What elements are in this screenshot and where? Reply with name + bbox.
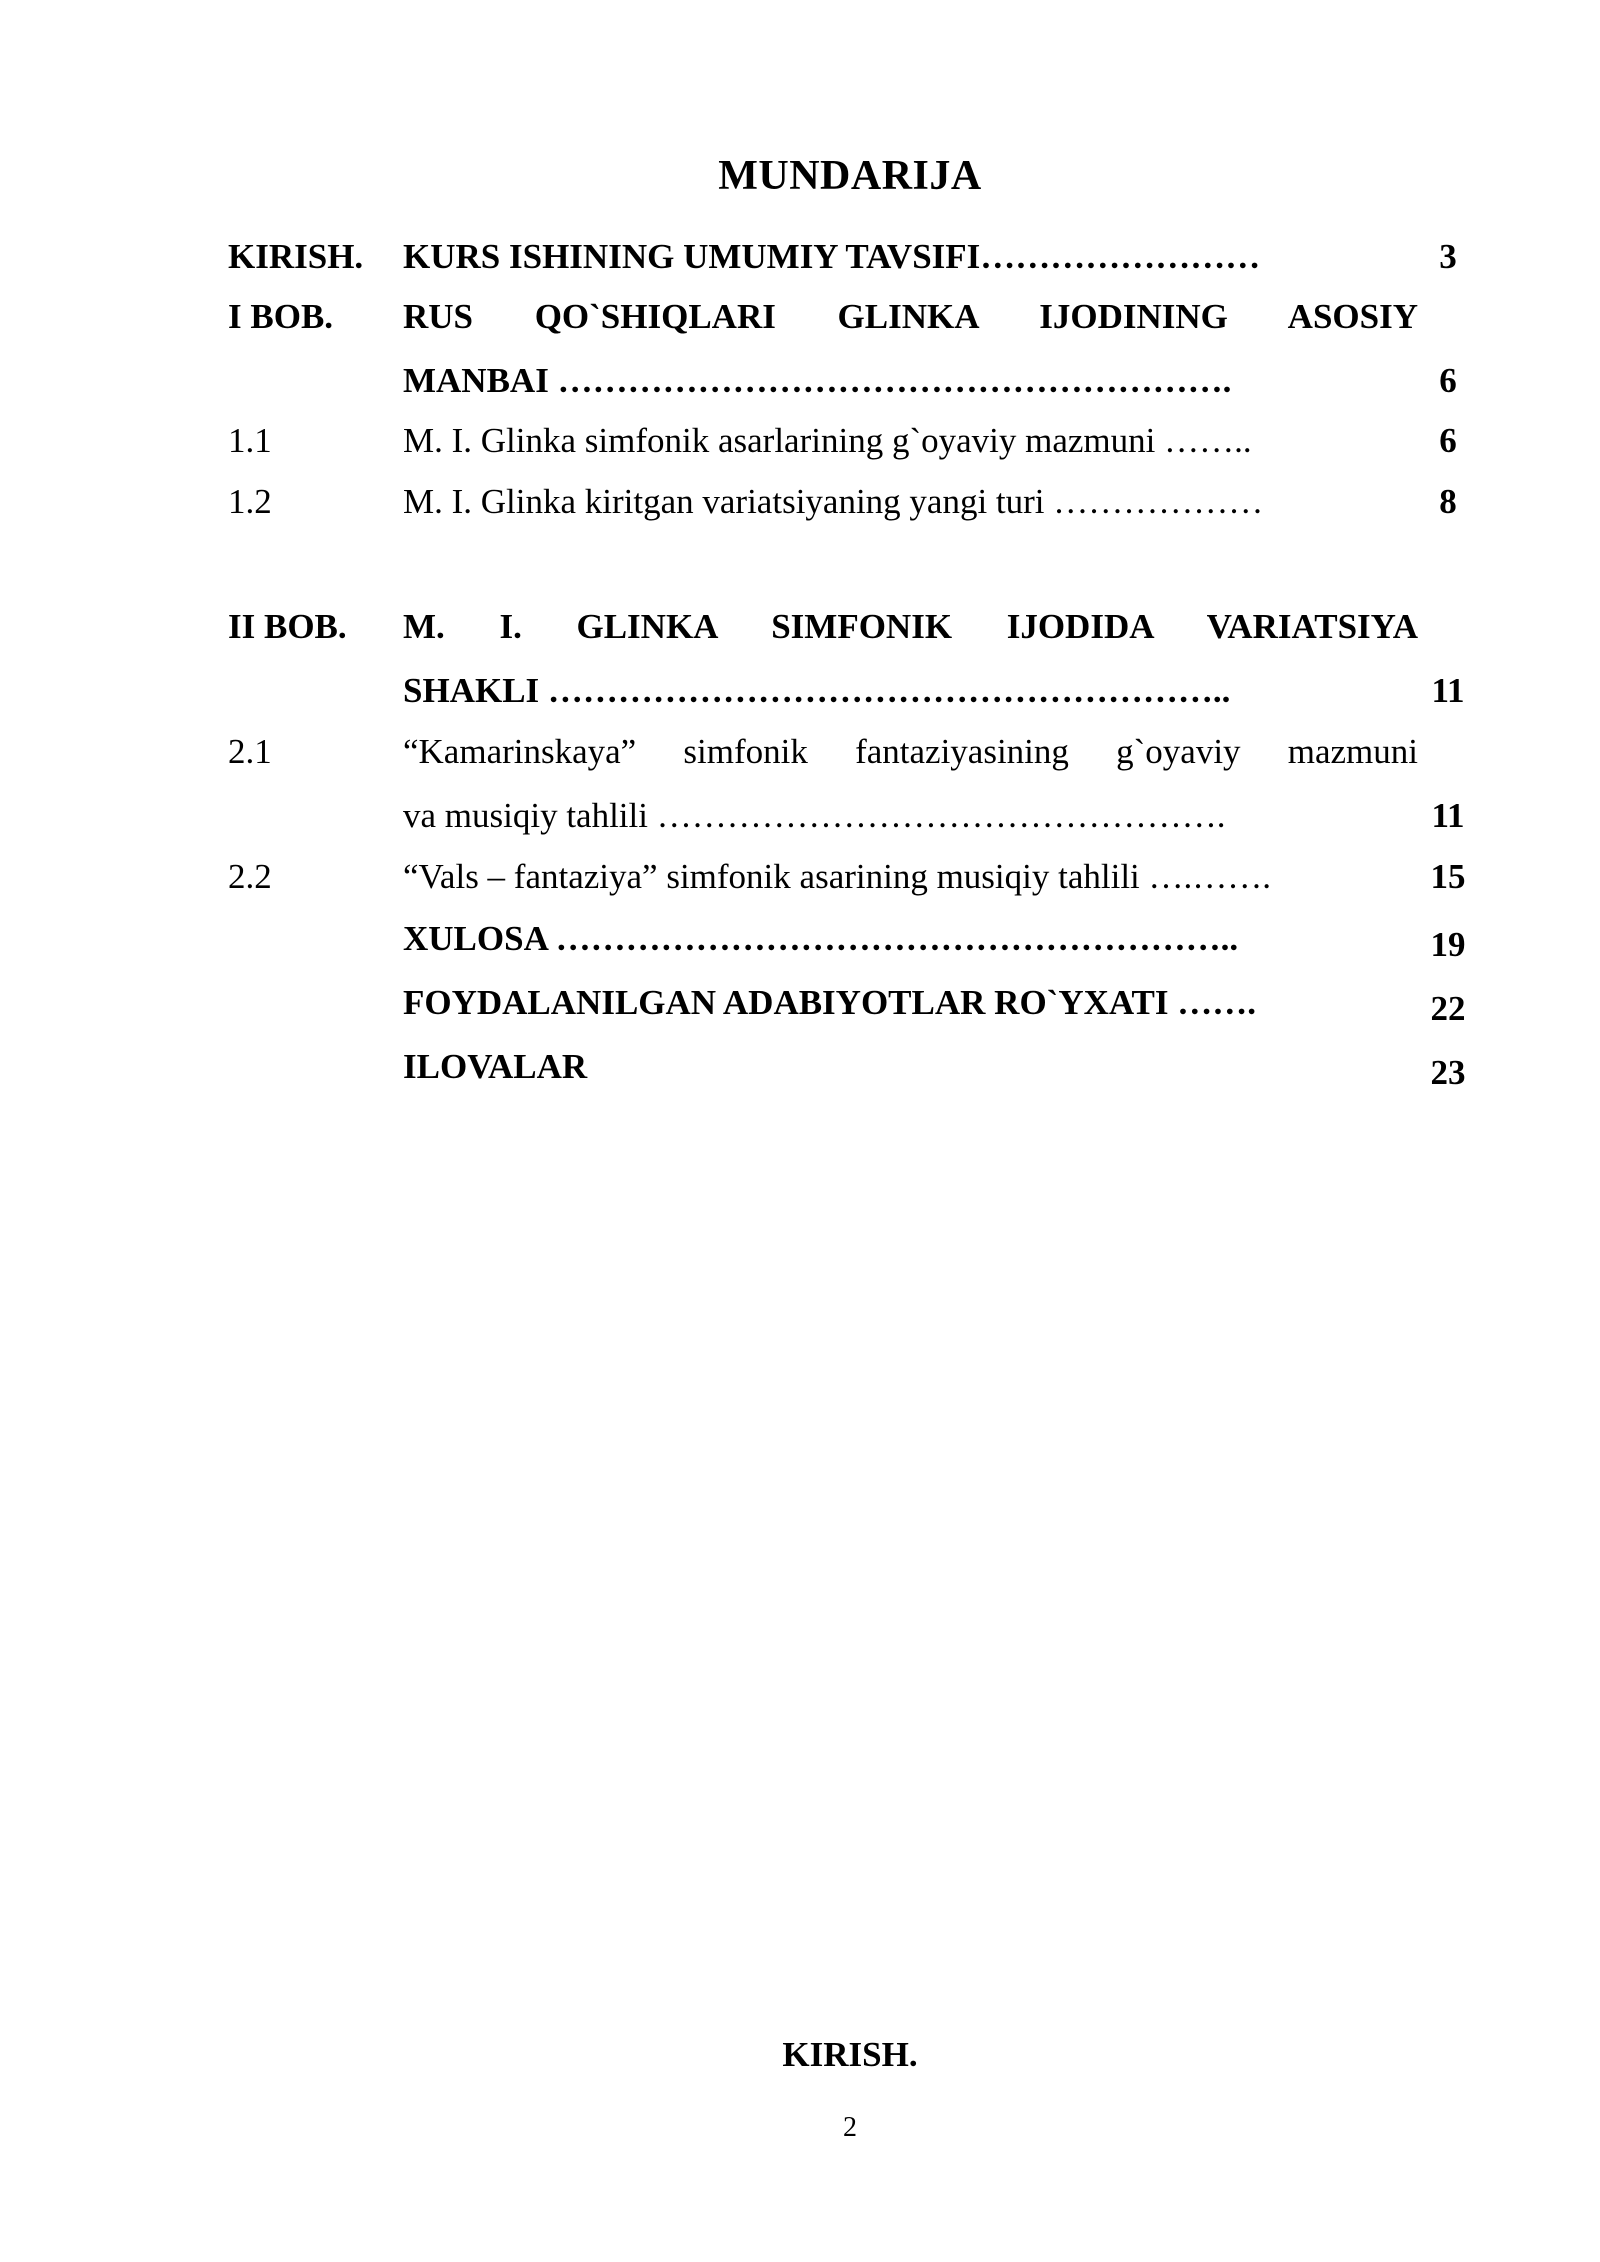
toc-entry-page: 11: [1431, 796, 1465, 835]
toc-entry-title-continued: va musiqiy tahlili ………………………………………….: [403, 796, 1226, 835]
toc-entry-title: M. I. GLINKA SIMFONIK IJODIDA VARIATSIYA: [403, 607, 1418, 646]
toc-entry-title-continued: SHAKLI …………………………………………………..: [403, 671, 1231, 710]
page-number: 2: [843, 2112, 857, 2143]
toc-entry-number: 1.1: [228, 421, 272, 460]
toc-entry-title: RUS QO`SHIQLARI GLINKA IJODINING ASOSIY: [403, 297, 1418, 336]
toc-entry-title: XULOSA …………………………………………………..: [403, 919, 1239, 958]
section-heading-kirish: KIRISH.: [782, 2035, 918, 2074]
toc-entry-title: ILOVALAR: [403, 1047, 588, 1086]
toc-entry-title: “Vals – fantaziya” simfonik asarining musiqiy tahlili ….…….: [403, 857, 1272, 896]
toc-entry-page: 3: [1439, 237, 1457, 276]
page-title: MUNDARIJA: [718, 153, 982, 199]
toc-entry-page: 22: [1430, 989, 1466, 1028]
toc-entry-title: FOYDALANILGAN ADABIYOTLAR RO`YXATI …….: [403, 983, 1257, 1022]
toc-entry-number: I BOB.: [228, 297, 334, 336]
toc-entry-page: 19: [1430, 925, 1466, 964]
toc-entry-number: 1.2: [228, 482, 272, 521]
toc-entry-number: KIRISH.: [228, 237, 364, 276]
toc-entry-page: 15: [1430, 857, 1466, 896]
toc-entry-number: II BOB.: [228, 607, 347, 646]
toc-entry-title: “Kamarinskaya” simfonik fantaziyasining g`oyaviy mazmuni: [403, 732, 1418, 771]
toc-entry-title: M. I. Glinka simfonik asarlarining g`oyaviy mazmuni ……..: [403, 421, 1252, 460]
toc-entry-page: 6: [1439, 361, 1457, 400]
toc-entry-title: M. I. Glinka kiritgan variatsiyaning yangi turi ………………: [403, 482, 1264, 521]
toc-entry-title-continued: MANBAI ………………………………………………….: [403, 361, 1232, 400]
toc-entry-number: 2.2: [228, 857, 272, 896]
toc-entry-page: 23: [1430, 1053, 1466, 1092]
toc-entry-page: 11: [1431, 671, 1465, 710]
toc-entry-number: 2.1: [228, 732, 272, 771]
toc-entry-page: 8: [1439, 482, 1457, 521]
toc-entry-page: 6: [1439, 421, 1457, 460]
toc-entry-title: KURS ISHINING UMUMIY TAVSIFI……………………: [403, 237, 1261, 276]
